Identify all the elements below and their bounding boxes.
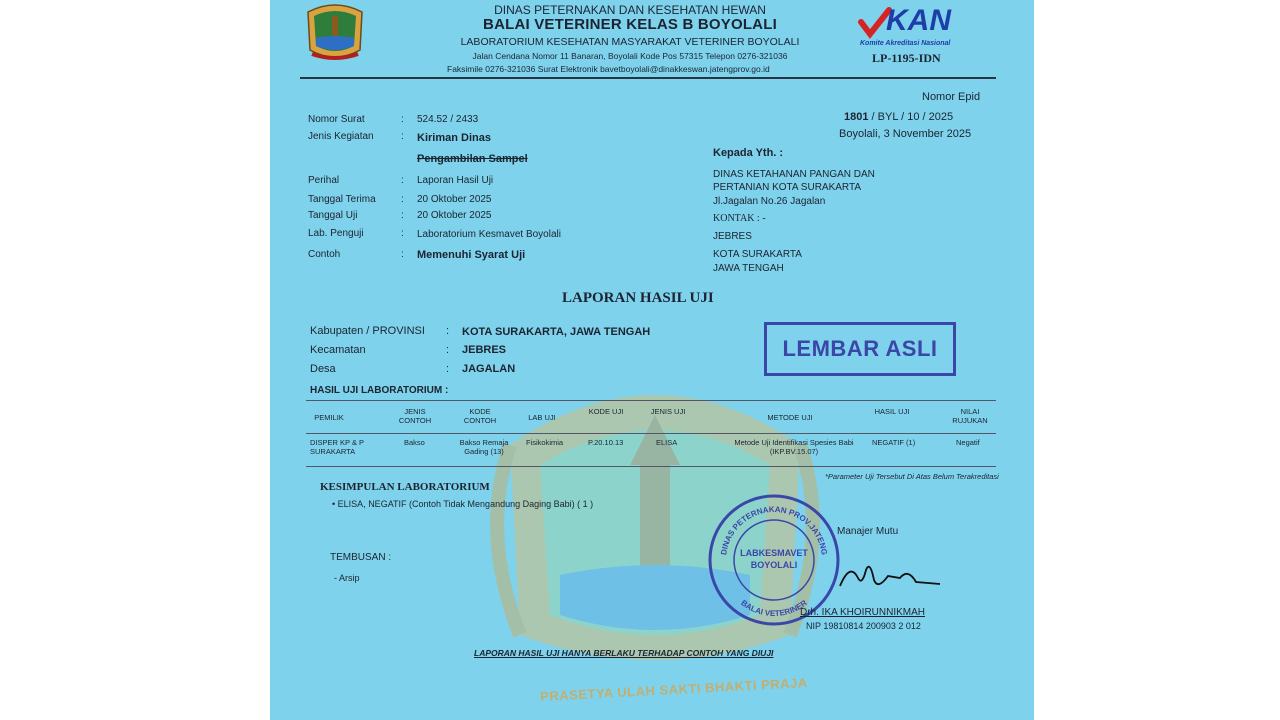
recipient-line: JAWA TENGAH [713,263,784,274]
letter-sep: : [401,228,404,239]
activity-type-struck-value: Pengambilan Sampel [417,153,528,165]
letter-label: Perihal [308,175,340,186]
report-title: LAPORAN HASIL UJI [562,290,714,306]
stamp-bottom-text: BALAI VETERINER [739,598,809,619]
location-label: Desa [310,363,336,375]
central-java-emblem-icon [302,2,368,66]
lab-report-document [270,0,1034,720]
region-value: KOTA SURAKARTA, JAWA TENGAH [462,326,651,338]
column-header: METODE UJI [767,413,813,422]
recipient-line: KOTA SURAKARTA [713,249,802,260]
kan-accreditation-logo [858,4,988,74]
epid-number-suffix: / BYL / 10 / 2025 [871,111,954,123]
district-value: JEBRES [462,344,507,356]
epid-number-code: 1801 [844,111,869,123]
signatory-role: Manajer Mutu [837,526,899,537]
location-sep: : [446,325,450,337]
letter-sep: : [401,131,404,142]
conclusion-heading: KESIMPULAN LABORATORIUM [320,481,490,493]
copy-item [334,573,360,583]
dash-icon: - [334,573,337,583]
table-cell-sample-type: Bakso [404,438,425,447]
report-date: Boyolali, 3 November 2025 [839,128,972,140]
subject-value: Laporan Hasil Uji [417,175,494,186]
letter-label: Nomor Surat [308,114,365,125]
column-header: KODE CONTOH [463,407,497,425]
watermark-motto: PRASETYA ULAH SAKTI BHAKTI PRAJA [539,675,809,704]
stamp-middle-line-2: BOYOLALI [750,560,798,570]
letter-sep: : [401,114,404,125]
recipient-line: KONTAK : - [713,213,766,224]
table-cell-method: Metode Uji Identifikasi Spesies Babi (IKP.BV.15.07) [734,438,854,456]
copy-item-text: Arsip [339,573,360,583]
column-header: LAB UJI [528,413,556,422]
original-copy-stamp: LEMBAR ASLI [764,322,956,376]
table-cell-test-type: ELISA [656,438,678,447]
table-cell-sample-code: Bakso Remaja Gading (13) [459,438,509,456]
svg-text:BALAI VETERINER [739,598,809,618]
epid-number [844,111,953,123]
stamp-middle-line-1: LABKESMAVET [740,548,808,558]
letter-label: Tanggal Terima [308,194,376,205]
received-date-value: 20 Oktober 2025 [417,194,492,205]
location-label: Kabupaten / PROVINSI [310,325,425,337]
village-value: JAGALAN [462,363,516,375]
column-header: JENIS CONTOH [398,407,432,425]
header-department: DINAS PETERNAKAN DAN KESEHATAN HEWAN [494,3,766,17]
recipient-line: JEBRES [713,231,752,242]
column-header: NILAI RUJUKAN [952,407,988,425]
letter-label: Jenis Kegiatan [308,131,374,142]
column-header: KODE UJI [588,407,624,416]
letter-sep: : [401,194,404,205]
lab-results-heading: HASIL UJI LABORATORIUM : [310,385,449,396]
kan-subtitle: Komite Akreditasi Nasional [860,40,951,47]
sample-status-value: Memenuhi Syarat Uji [417,249,526,261]
letter-label: Contoh [308,249,341,260]
table-cell-result: NEGATIF (1) [872,438,916,447]
letter-number-value: 524.52 / 2433 [417,114,479,125]
kan-code: LP-1195-IDN [872,51,941,65]
handwritten-signature-icon [836,556,946,596]
header-contact: Faksimile 0276-321036 Surat Elektronik bavetboyolali@dinakkeswan.jatengprov.go.id [447,64,770,74]
letter-sep: : [401,210,404,221]
table-bottom-rule [306,466,996,467]
table-cell-reference: Negatif [956,438,980,447]
conclusion-item [332,499,593,509]
recipient-line: Jl.Jagalan No.26 Jagalan [713,196,826,207]
signatory-nip: NIP 19810814 200903 2 012 [806,621,921,631]
table-header-rule [306,433,996,434]
column-header: JENIS UJI [650,407,686,416]
location-label: Kecamatan [310,344,366,356]
recipient-line: DINAS KETAHANAN PANGAN DAN [713,169,875,180]
header-divider [300,77,996,79]
column-header: HASIL UJI [874,407,910,416]
test-date-value: 20 Oktober 2025 [417,210,492,221]
location-sep: : [446,344,450,356]
stamp-top-text: DINAS PETERNAKAN PROV.JATENG [719,504,829,556]
recipient-line: PERTANIAN KOTA SURAKARTA [713,182,861,193]
letter-label: Lab. Penguji [308,228,364,239]
header-address: Jalan Cendana Nomor 11 Banaran, Boyolali Kode Pos 57315 Telepon 0276-321036 [472,51,788,61]
validity-footer-note: LAPORAN HASIL UJI HANYA BERLAKU TERHADAP CONTOH YANG DIUJI [474,648,774,658]
location-sep: : [446,363,450,375]
accreditation-footnote: *Parameter Uji Tersebut Di Atas Belum Terakreditasi [825,472,999,481]
letter-sep: : [401,175,404,186]
letter-sep: : [401,249,404,260]
header-laboratory: LABORATORIUM KESEHATAN MASYARAKAT VETERINER BOYOLALI [460,36,800,48]
kan-wordmark: KAN [886,4,951,37]
copy-heading: TEMBUSAN : [330,552,392,563]
header-institution: BALAI VETERINER KELAS B BOYOLALI [483,16,777,33]
table-cell-owner: DISPER KP & P SURAKARTA [310,438,364,456]
table-top-rule [306,400,996,401]
table-cell-lab: Fisikokimia [526,438,564,447]
activity-type-value: Kiriman Dinas [417,132,491,144]
conclusion-text: ELISA, NEGATIF (Contoh Tidak Mengandung Daging Babi) ( 1 ) [337,499,594,509]
letter-label: Tanggal Uji [308,210,358,221]
column-header: PEMILIK [314,413,344,422]
epid-label: Nomor Epid [922,91,981,103]
table-cell-test-code: P.20.10.13 [588,438,624,447]
signatory-name: Drh. IKA KHOIRUNNIKMAH [800,607,926,618]
bullet-icon: • [332,499,336,509]
recipient-heading: Kepada Yth. : [713,147,784,159]
test-lab-value: Laboratorium Kesmavet Boyolali [417,229,561,240]
